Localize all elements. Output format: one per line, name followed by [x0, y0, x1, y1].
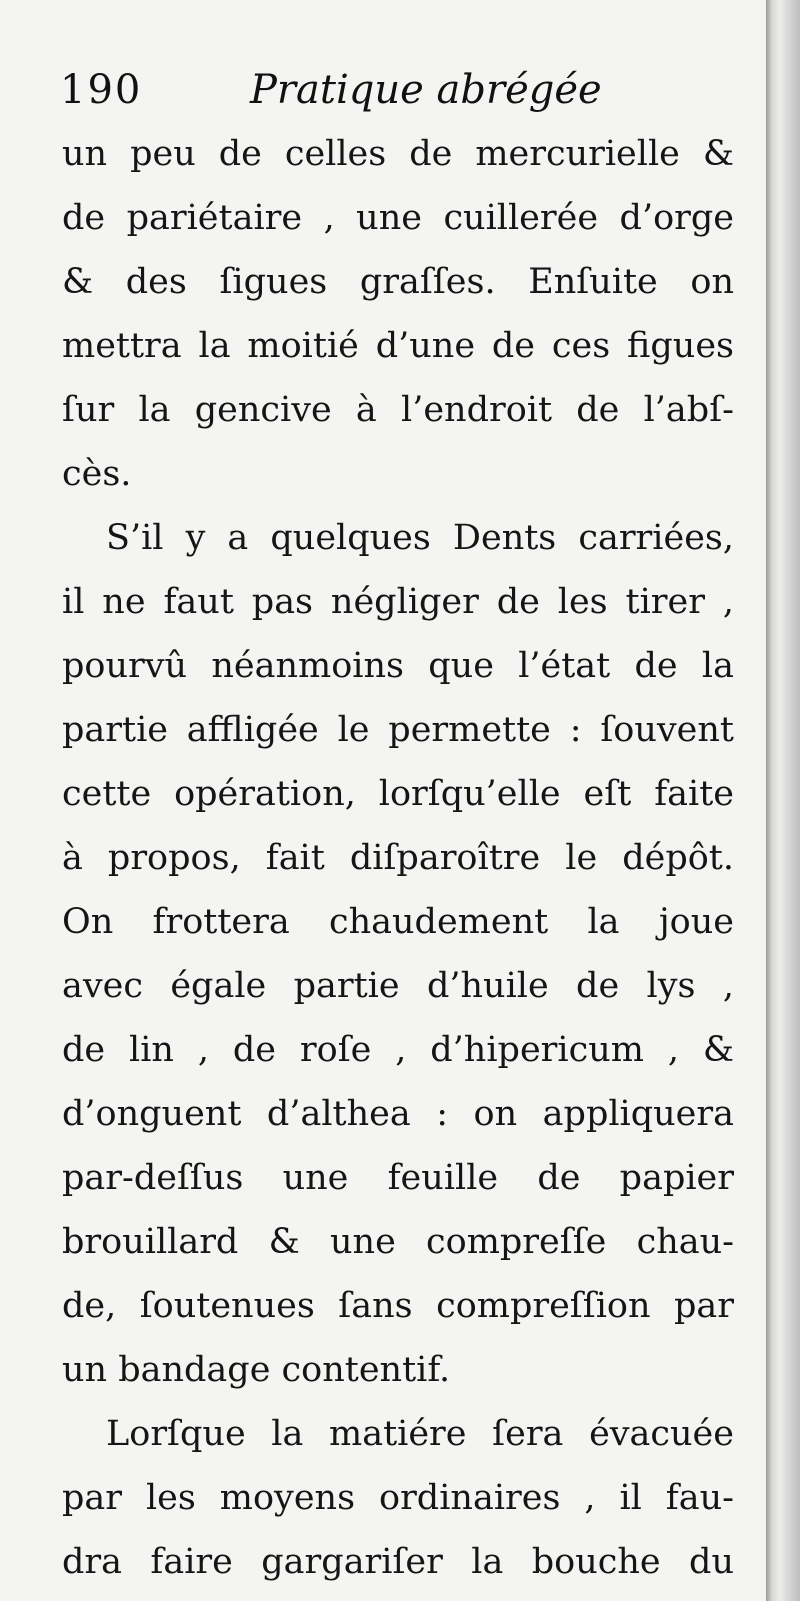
page-header [60, 62, 740, 122]
text-line: cès. [62, 454, 132, 494]
text-line: de, ſoutenues ſans compreſſion par [62, 1286, 734, 1326]
running-title: Pratique abrégée [250, 67, 602, 113]
text-line: d’onguent d’althea : on appliquera [62, 1094, 734, 1134]
page-number: 190 [60, 67, 143, 113]
text-line: un peu de celles de mercurielle & [62, 134, 734, 174]
text-line: cette opération, lorſqu’elle eſt faite [62, 774, 734, 814]
text-line: pourvû néanmoins que l’état de la [62, 646, 734, 686]
text-line: brouillard & une compreſſe chau- [62, 1222, 734, 1262]
text-line: par-deſſus une feuille de papier [62, 1158, 734, 1198]
text-line: On frottera chaudement la joue [62, 902, 734, 942]
text-line: avec égale partie d’huile de lys , [62, 966, 734, 1006]
text-line: il ne faut pas négliger de les tirer , [62, 582, 734, 622]
text-line: ſur la gencive à l’endroit de l’abſ- [62, 390, 734, 430]
text-line: dra faire gargariſer la bouche du [62, 1542, 734, 1582]
paragraph-start-line: Lorſque la matiére ſera évacuée [106, 1414, 734, 1454]
text-line: & des ſigues graſſes. Enſuite on [62, 262, 734, 302]
text-line: par les moyens ordinaires , il fau- [62, 1478, 734, 1518]
page-edge [766, 0, 800, 1601]
text-line: de lin , de roſe , d’hipericum , & [62, 1030, 734, 1070]
paragraph-start-line: S’il y a quelques Dents carriées, [106, 518, 734, 558]
text-line: un bandage contentif. [62, 1350, 451, 1390]
body-text [62, 122, 734, 1594]
text-line: de pariétaire , une cuillerée d’orge [62, 198, 734, 238]
text-line: à propos, fait diſparoître le dépôt. [62, 838, 734, 878]
text-line: partie affligée le permette : ſouvent [62, 710, 734, 750]
text-line: mettra la moitié d’une de ces figues [62, 326, 734, 366]
